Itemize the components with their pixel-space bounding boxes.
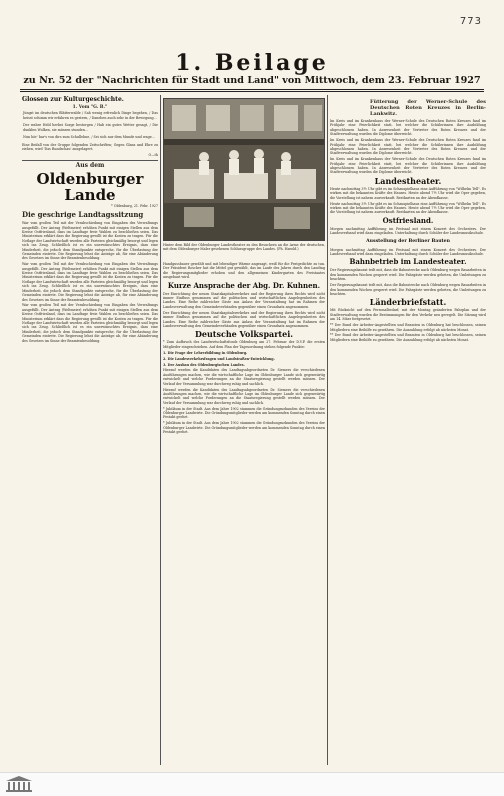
column-divider: [327, 95, 328, 765]
column-heading: Fütterung der Werner-Schule des Deutschen Roten Kreuzes in Berlin-Lankwitz.: [370, 99, 486, 117]
article-text: War vom großen Teil mit der Verabschiedung von Eingaben des Verwaltungs ausgefüllt. Der Antrag (Weltmeier) erhöhen Punkt mit einigen Stellen aus dem Kreise Ostfriesland, dass im Landtage freie Wahlen zu beschließen seien. Das Ministerium erklärt dass die Regierung gewillt ist die Kosten zu tragen. Für die Notlage der Landwirtschaft wurden alle Parteien gleichmäßig besorgt und legen sich ins Zeug. Schließlich ist es ein unerwünschtes Ereignis, dass eine Minderheit, die jedoch dem Standpunkte entspreche, für die Überlastung der Gemeinden eintrete. Die Regierung lehnt die Anträge ab, für eine Abänderung des Gesetzes im Sinne der Beamtenbesoldung.: [22, 303, 158, 343]
section-heading: Bahnbetrieb im Landesteater.: [349, 257, 467, 267]
photo-caption: Hinter dem Bild der Oldenburger Landestheater zu den Besuchern an die Arme der deutschen, mit dem Oldenburger Maler gesehenen Schlussgruppe des Landes. (Ph. Harold.): [163, 243, 325, 252]
viewer-footer: [0, 772, 504, 796]
article-text: Im Kreis und im Krankenhaus der Werner-Schule des Deutschen Roten Kreuzes fand im Frühjahr eine Feierlichkeit statt, bei welcher die Schülerinnen ihre Ausbildung abgeschlossen haben. In Anwesenheit der Vertreter des Roten Kreuzes und der Stadtverwaltung wurden die Diplome überreicht.: [330, 138, 486, 156]
photo-image: [164, 99, 325, 241]
article-text: ** Der Bund der Arbeiter-Angestellten und Beamten in Oldenburg hat beschlossen, seinen Mitgliedern eine Beihilfe zu gewähren. Die Auszahlung erfolgt ab nächsten Monat.: [330, 323, 486, 332]
article-text: Der Regierungsbaurat teilt mit, dass die Bahnstrecke nach Oldenburg wegen Bauarbeiten in den kommenden Wochen gesperrt wird. Die Fahrgäste werden gebeten, die Umleitungen zu beachten.: [330, 283, 486, 296]
agenda-item: 3. Der Ausbau des Oldenburgischen Landes.: [163, 362, 245, 367]
article-text: Der Regierungsbaurat teilt mit, dass die Bahnstrecke nach Oldenburg wegen Bauarbeiten in den kommenden Wochen gesperrt wird. Die Fahrgäste werden gebeten, die Umleitungen zu beachten.: [330, 268, 486, 282]
theater-heading: Landestheater.: [374, 175, 442, 186]
column-subheading: 1. Vom "G. B.": [72, 105, 108, 110]
article-text: Morgen nachmittag Aufführung im Festsaal mit einem Konzert des Orchesters. Der Landesverband wird dazu eingeladen. Unterhaltung durch Schüler der Landesmusikschule.: [330, 226, 486, 236]
news-photo: [163, 98, 325, 241]
column-divider: [160, 95, 161, 765]
header-rule: [20, 89, 484, 90]
article-text: * Jubiläum in der Stadt. Aus dem Jahre 1902 stammen die Gründungsurkunden des Vereins der Oldenburger Landwirte. Die Gründungsmitglieder werden am kommenden Sonntag durch einen Festakt geehrt.: [163, 421, 325, 435]
article-text: Heute nachmittag 3½ Uhr gibt es im Schauspielhaus eine Aufführung von "Wilhelm Tell". Es wirken mit die bekannten Kräfte des Hauses. Heute abend 7½ Uhr wird die Oper gegeben, die Vorstellung ist nahezu ausverkauft. Restkarten an der Abendkasse.: [330, 186, 486, 200]
verse-block: Jüngst im deutschen Blätterwalde / Sah wenig erfreulich Dinge begehen, / Das heisst schimm wir erfahren es gestern, / Daneben auch sehr in der Bewegung...: [23, 111, 158, 120]
article-text: War vom großen Teil mit der Verabschiedung von Eingaben des Verwaltungs ausgefüllt. Der Antrag (Weltmeier) erhöhen Punkt mit einigen Stellen aus dem Kreise Ostfriesland, dass im Landtage freie Wahlen zu beschließen seien. Das Ministerium erklärt dass die Regierung gewillt ist die Kosten zu tragen. Für die Notlage der Landwirtschaft wurden alle Parteien gleichmäßig besorgt und legen sich ins Zeug. Schließlich ist es ein unerwünschtes Ereignis, dass eine Minderheit, die jedoch dem Standpunkte entspreche, für die Überlastung der Gemeinden eintrete. Die Regierung lehnt die Anträge ab, für eine Abänderung des Gesetzes im Sinne der Beamtenbesoldung.: [22, 262, 158, 302]
article-text: Mit Rücksicht auf den Personalbedarf, mit der Montag geänderten Fahrplan und der Stadtverwaltung wurden die Bestimmungen für den Verkehr neu geregelt. Die Sitzung wird am 14. März fortgesetzt.: [330, 308, 486, 322]
article-text: * Zum Aufbruch des Landwirtschaftsfonds Oldenburg am 27. Februar der D.V.P. die ersten Mitglieder eingeschrieben. Auf dem Plan der Tagesordnung stehen folgende Punkte:: [163, 340, 325, 349]
column-heading: Glossen zur Kulturgeschichte.: [22, 96, 124, 103]
article-heading: Die geschrige Landtagssitzung: [22, 210, 144, 220]
agenda-item: 1. Die Frage der Lehrerbildung in Oldenburg.: [163, 350, 248, 355]
article-text: ** Der Bund der Arbeiter-Angestellten und Beamten in Oldenburg hat beschlossen, seinen Mitgliedern eine Beihilfe zu gewähren. Die Auszahlung erfolgt ab nächsten Monat.: [330, 333, 486, 342]
region-heading-small: Aus dem: [75, 161, 105, 169]
page-subtitle: zu Nr. 52 der "Nachrichten für Stadt und Land" von Mittwoch, dem 23. Februar 1927: [23, 75, 481, 86]
region-heading: Oldenburger Lande: [36, 169, 144, 204]
article-text: Morgen nachmittag Aufführung im Festsaal mit einem Konzert des Orchesters. Der Landesverband wird dazu eingeladen. Unterhaltung durch Schüler der Landesmusikschule.: [330, 247, 486, 257]
speech-heading: Kurze Ansprache der Abg. Dr. Kuhnen.: [167, 280, 321, 290]
article-text: Im Kreis und im Krankenhaus der Werner-Schule des Deutschen Roten Kreuzes fand im Frühjahr eine Feierlichkeit statt, bei welcher die Schülerinnen ihre Ausbildung abgeschlossen haben. In Anwesenheit der Vertreter des Roten Kreuzes und der Stadtverwaltung wurden die Diplome überreicht.: [330, 157, 486, 175]
article-text: Hierauf werden die Kandidaten des Landtagsabgeordneten Dr. Siemers die verschiedenen Ausführungen machen, wie die wirtschaftliche Lage im Oldenburger Lande sich gegenwärtig entwickelt und welche Forderungen an die Staatsregierung gestellt werden müssen. Der Verlauf der Versammlung war durchweg ruhig und sachlich.: [163, 387, 325, 405]
library-logo: [4, 775, 34, 793]
header-rule-thin: [20, 91, 484, 92]
article-text: Der Einrichtung der neuen Staatskapitalsverkehrs und der Regierung ihres Rechts wird nicht immer Einfluss genommen auf die politischen und wirtschaftlichen Angelegenheiten des Landes. Eine Reihe zahlreicher Gäste aus Anlass der Veranstaltung hat im Rahmen der Landesverwaltung den Gemeindeverbänden gegenüber einen Grundsatz angenommen.: [163, 291, 325, 309]
signature: O—th: [148, 153, 158, 158]
page-number: 773: [459, 16, 482, 27]
agenda-item: 2. Die Landesverkehrsfragen und Landstraßen-Entwicklung.: [163, 356, 275, 361]
verse-block: Der wahre Held herbei Sorge bestorgen / Hab ein gutes Wetter gesagt, / Die dunklen Wolken, sie müssen stunden...: [23, 123, 158, 132]
article-text: * Jubiläum in der Stadt. Aus dem Jahre 1902 stammen die Gründungsurkunden des Vereins der Oldenburger Landwirte. Die Gründungsmitglieder werden am kommenden Sonntag durch einen Festakt geehrt.: [163, 406, 325, 420]
footnote: Eine Beifall von der Gruppe folgenden Zeitschriften; Gegen Glanz und Ehre zu ziehen, wird 'Das Rundschau' ausgelagert.: [22, 142, 158, 152]
article-text: Der Einrichtung der neuen Staatskapitalsverkehrs und der Regierung ihres Rechts wird nicht immer Einfluss genommen auf die politischen und wirtschaftlichen Angelegenheiten des Landes. Eine Reihe zahlreicher Gäste aus Anlass der Veranstaltung hat im Rahmen der Landesverwaltung den Gemeindeverbänden gegenüber einen Grundsatz angenommen.: [163, 310, 325, 328]
column-right: [330, 96, 486, 768]
section-heading: Länderbriefstatt.: [369, 297, 447, 308]
article-text: Handgussbauer gewählt und mit lebendiger Wärme angesagt, weiß für die Festgedichte zu tun. Der Präsident Roscher hat die Mittel gut gewählt, das im Laufe des Jahres durch den Landtag die Regierungsmitglieder erhoben und den allgemeinen Kindergarten des Freistaates ausgebaut wird.: [163, 262, 325, 280]
article-text: Im Kreis und im Krankenhaus der Werner-Schule des Deutschen Roten Kreuzes fand im Frühjahr eine Feierlichkeit statt, bei welcher die Schülerinnen ihre Ausbildung abgeschlossen haben. In Anwesenheit der Vertreter des Roten Kreuzes und der Stadtverwaltung wurden die Diplome überreicht.: [330, 119, 486, 137]
column-left: [22, 96, 158, 768]
article-text: Hierauf werden die Kandidaten des Landtagsabgeordneten Dr. Siemers die verschiedenen Ausführungen machen, wie die wirtschaftliche Lage im Oldenburger Lande sich gegenwärtig entwickelt und welche Forderungen an die Staatsregierung gestellt werden müssen. Der Verlauf der Versammlung war durchweg ruhig und sachlich.: [163, 368, 325, 386]
column-middle: [163, 262, 325, 768]
page-title: 1. Beilage: [175, 50, 329, 76]
section-heading: Ausstellung der Berliner Bauten: [366, 238, 450, 244]
building-icon: [4, 775, 34, 793]
dateline: * Oldenburg, 21. Febr. 1927: [111, 203, 158, 208]
party-heading: Deutsche Volkspartei.: [194, 329, 294, 340]
verse-block: Nun hör' bar's von dirs zum Schullehne, / Sei sich nur dem Munde und wage...: [23, 135, 155, 140]
article-text: War vom großen Teil mit der Verabschiedung von Eingaben des Verwaltungs ausgefüllt. Der Antrag (Weltmeier) erhöhen Punkt mit einigen Stellen aus dem Kreise Ostfriesland, dass im Landtage freie Wahlen zu beschließen seien. Das Ministerium erklärt dass die Regierung gewillt ist die Kosten zu tragen. Für die Notlage der Landwirtschaft wurden alle Parteien gleichmäßig besorgt und legen sich ins Zeug. Schließlich ist es ein unerwünschtes Ereignis, dass eine Minderheit, die jedoch dem Standpunkte entspreche, für die Überlastung der Gemeinden eintrete. Die Regierung lehnt die Anträge ab, für eine Abänderung des Gesetzes im Sinne der Beamtenbesoldung.: [22, 221, 158, 261]
article-text: Heute nachmittag 3½ Uhr gibt es im Schauspielhaus eine Aufführung von "Wilhelm Tell". Es wirken mit die bekannten Kräfte des Hauses. Heute abend 7½ Uhr wird die Oper gegeben, die Vorstellung ist nahezu ausverkauft. Restkarten an der Abendkasse.: [330, 201, 486, 215]
section-heading: Ostfriesland.: [382, 215, 434, 225]
